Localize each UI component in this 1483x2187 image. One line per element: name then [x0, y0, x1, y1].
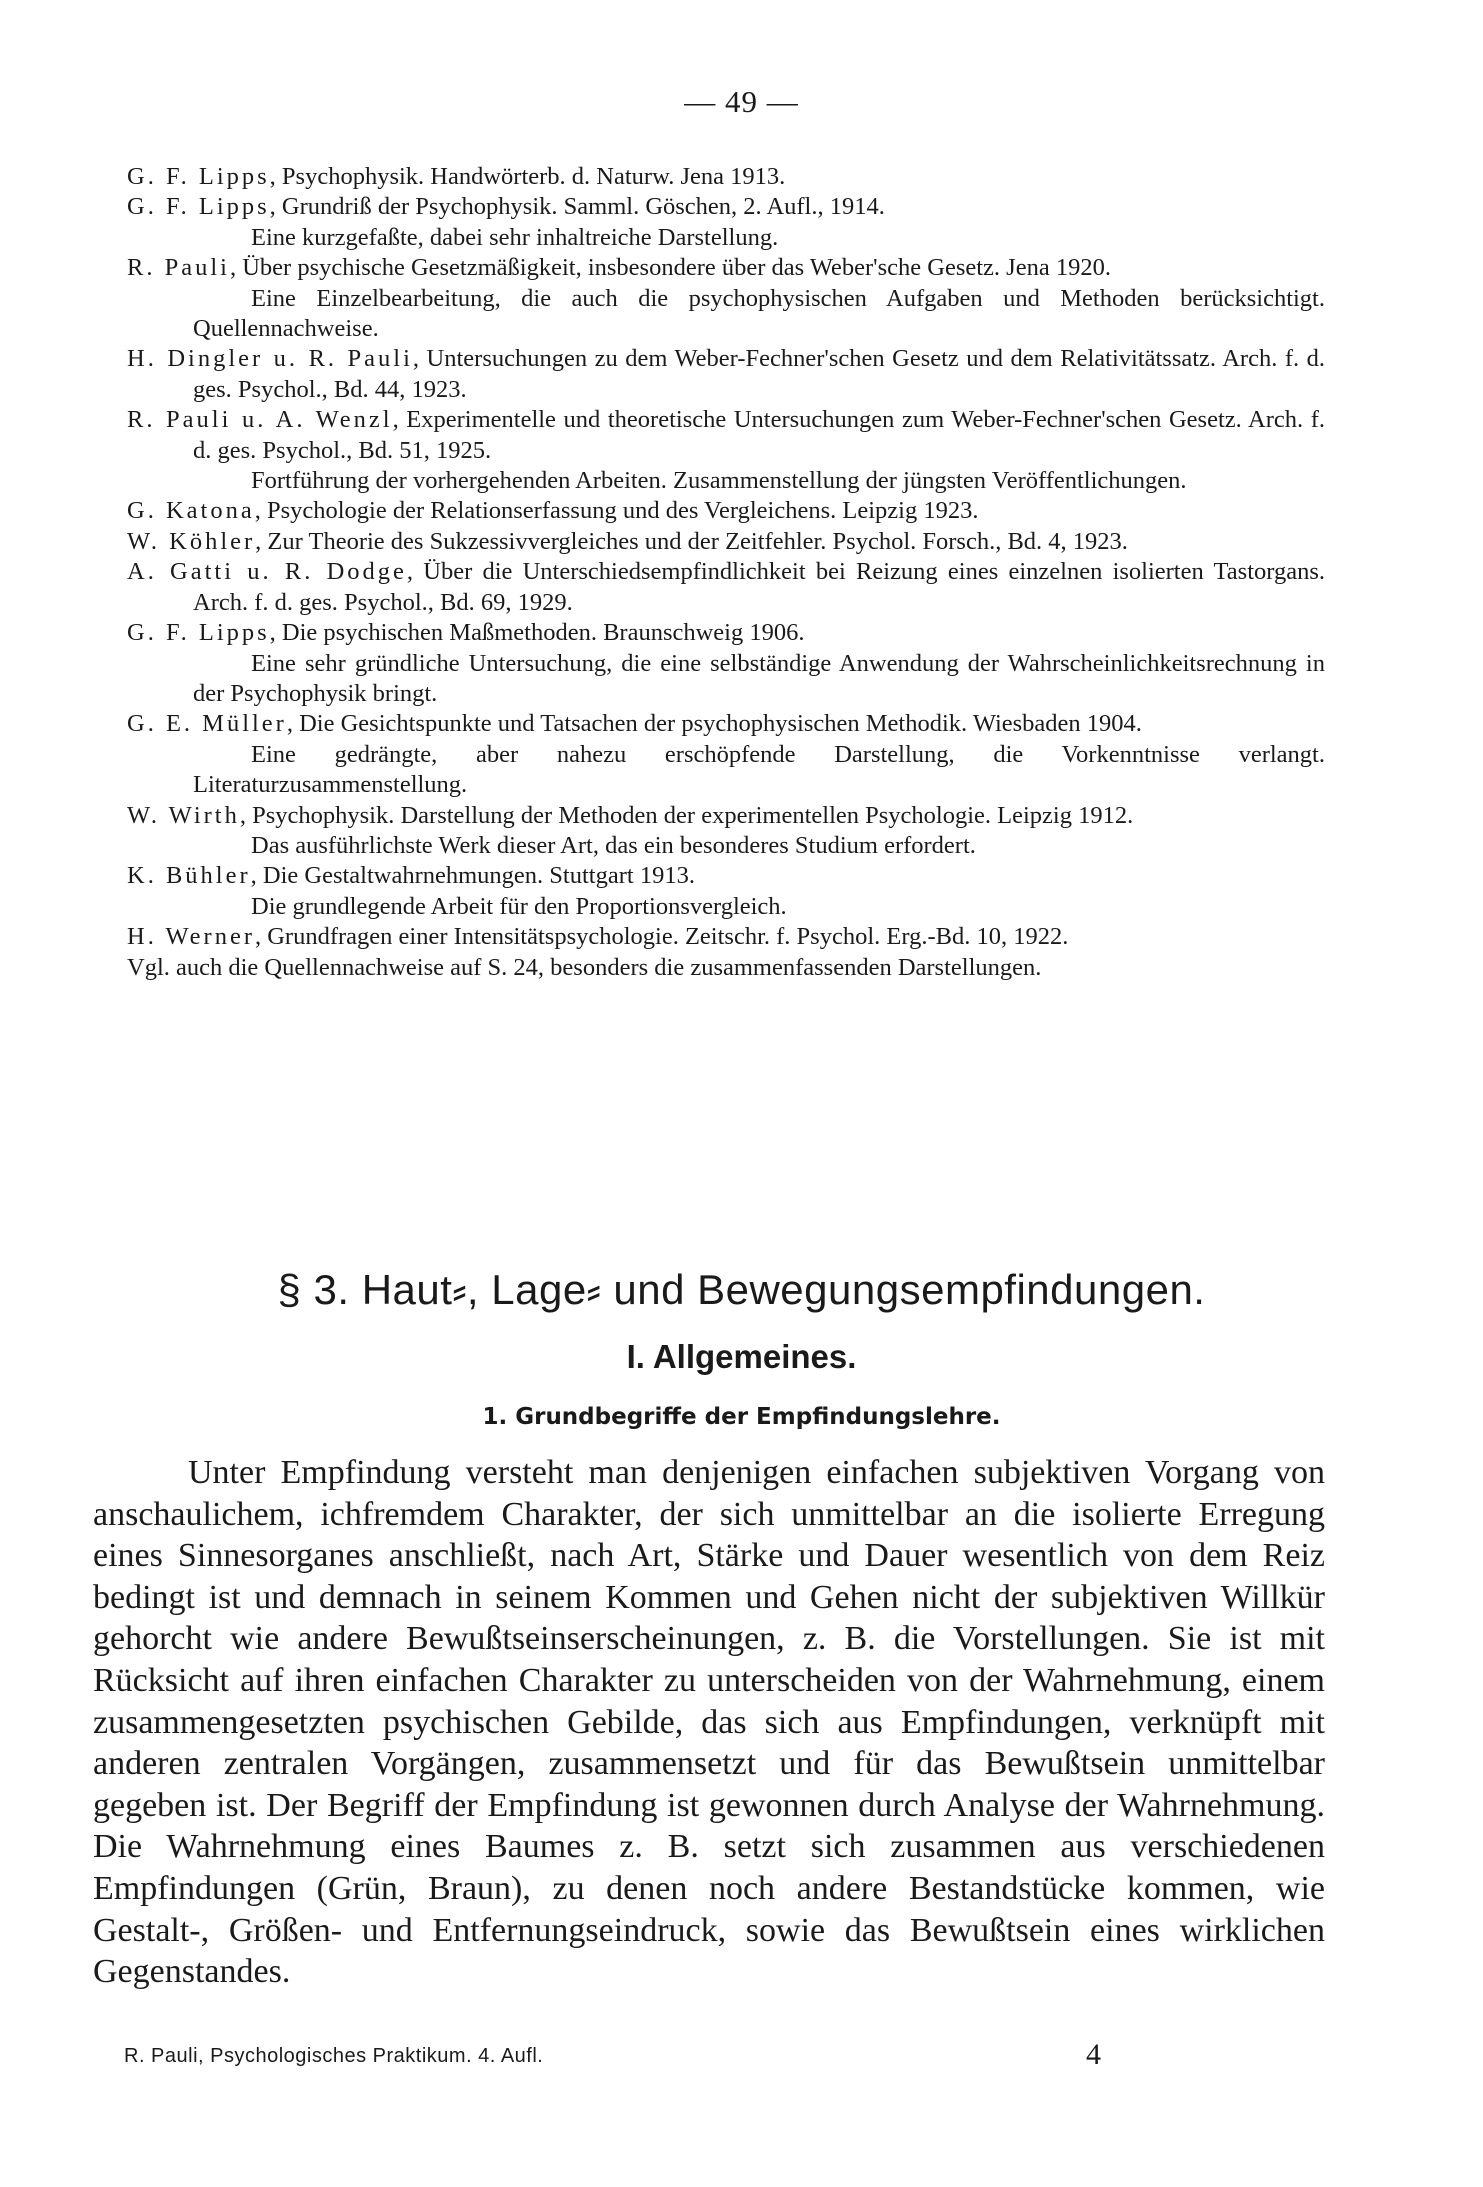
reference-item: [127, 162, 1325, 192]
section-title: § 3. Haut⸗, Lage⸗ und Bewegungsempfindungen.: [277, 1266, 1206, 1313]
reference-author: W. Wirth: [127, 801, 240, 829]
reference-author: R. Pauli u. A. Wenzl: [127, 406, 393, 434]
body-paragraph: Unter Empfindung versteht man denjenigen einfachen subjektiven Vorgang von anschaulichem, ichfremdem Charakter, der sich unmittelbar an die isolierte Erregung eines Sinnesorganes anschließt, nach Art, Stärke und Dauer wesentlich von dem Reiz bedingt ist und demnach in seinem Kommen und Gehen nicht der subjektiven Willkür gehorcht wie andere Bewußtseinserscheinungen, z. B. die Vorstellungen. Sie ist mit Rücksicht auf ihren einfachen Charakter zu unterscheiden von der Wahrnehmung, einem zusammengesetzten psychischen Gebilde, das sich aus Empfindungen, verknüpft mit anderen zentralen Vorgängen, zusammensetzt und für das Bewußtsein unmittelbar gegeben ist. Der Begriff der Empfindung ist gewonnen durch Analyse der Wahrnehmung. Die Wahrnehmung eines Baumes z. B. setzt sich zusammen aus verschiedenen Empfindungen (Grün, Braun), zu denen noch andere Bestandstücke kommen, wie Gestalt-, Größen- und Entfernungseindruck, sowie das Bewußtsein eines wirklichen Gegenstandes.: [93, 1454, 1325, 1991]
reference-item: [127, 709, 1325, 800]
reference-item: [127, 861, 1325, 922]
reference-item: [127, 192, 1325, 253]
reference-item: [127, 344, 1325, 405]
reference-author: H. Dingler u. R. Pauli: [127, 345, 413, 373]
reference-text: , Grundfragen einer Intensitätspsychologie. Zeitschr. f. Psychol. Erg.-Bd. 10, 1922.: [254, 923, 1069, 951]
reference-author: R. Pauli: [127, 254, 230, 282]
subsubsection-title: 1. Grundbegriffe der Empfindungslehre.: [482, 1404, 1001, 1430]
reference-description: Fortführung der vorhergehenden Arbeiten. Zusammenstellung der jüngsten Veröffentlichungen.: [251, 467, 1187, 495]
page-number: — 49 —: [684, 84, 799, 119]
reference-author: G. F. Lipps: [127, 619, 270, 647]
reference-text: , Die Gesichtspunkte und Tatsachen der psychophysischen Methodik. Wiesbaden 1904.: [286, 710, 1142, 738]
reference-text: , Psychophysik. Darstellung der Methoden der experimentellen Psychologie. Leipzig 1912.: [239, 801, 1134, 829]
reference-item: [127, 405, 1325, 496]
reference-text: , Untersuchungen zu dem Weber-Fechner'schen Gesetz und dem Relativitätssatz. Arch. f. d. ges. Psychol., Bd. 44, 1923.: [193, 345, 1325, 403]
reference-item: [127, 253, 1325, 344]
reference-description: Die grundlegende Arbeit für den Proportionsvergleich.: [251, 892, 787, 920]
reference-author: W. Köhler: [127, 527, 256, 555]
reference-author: G. E. Müller: [127, 710, 287, 738]
reference-description: Das ausführlichste Werk dieser Art, das ein besonderes Studium erfordert.: [251, 831, 976, 859]
reference-description: Eine kurzgefaßte, dabei sehr inhaltreiche Darstellung.: [251, 223, 779, 251]
reference-text: , Die Gestaltwahrnehmungen. Stuttgart 1913.: [250, 862, 695, 890]
subsection-title: I. Allgemeines.: [626, 1338, 857, 1375]
reference-text: , Experimentelle und theoretische Untersuchungen zum Weber-Fechner'schen Gesetz. Arch. f. d. ges. Psychol., Bd. 51, 1925.: [193, 406, 1325, 464]
footer-sheet-number: 4: [1086, 2038, 1101, 2071]
reference-author: H. Werner: [127, 923, 255, 951]
reference-list: [127, 162, 1325, 983]
reference-item: [127, 496, 1325, 526]
reference-description: Eine gedrängte, aber nahezu erschöpfende Darstellung, die Vorkenntnisse verlangt. Literaturzusammenstellung.: [193, 740, 1325, 799]
reference-text: , Psychophysik. Handwörterb. d. Naturw. Jena 1913.: [269, 163, 786, 190]
reference-author: K. Bühler: [127, 862, 251, 890]
reference-text: , Über psychische Gesetzmäßigkeit, insbesondere über das Weber'sche Gesetz. Jena 1920.: [229, 254, 1111, 282]
reference-item: [127, 527, 1325, 557]
reference-text: , Psychologie der Relationserfassung und des Vergleichens. Leipzig 1923.: [254, 497, 979, 525]
footer-signature: R. Pauli, Psychologisches Praktikum. 4. Aufl.: [124, 2045, 544, 2067]
reference-description: Eine Einzelbearbeitung, die auch die psychophysischen Aufgaben und Methoden berücksichtigt. Quellennachweise.: [193, 284, 1325, 343]
reference-author: G. F. Lipps: [127, 193, 270, 221]
reference-author: G. Katona: [127, 497, 255, 525]
reference-item: [127, 801, 1325, 862]
reference-text: , Über die Unterschiedsempfindlichkeit bei Reizung eines einzelnen isolierten Tastorgans. Arch. f. d. ges. Psychol., Bd. 69, 1929.: [193, 558, 1325, 616]
reference-text: , Die psychischen Maßmethoden. Braunschweig 1906.: [269, 619, 805, 647]
reference-item: [127, 922, 1325, 952]
closing-note: Vgl. auch die Quellennachweise auf S. 24, besonders die zusammenfassenden Darstellungen.: [127, 953, 1042, 981]
reference-author: A. Gatti u. R. Dodge: [127, 558, 407, 586]
reference-description: Eine sehr gründliche Untersuchung, die eine selbständige Anwendung der Wahrscheinlichkeitsrechnung in der Psychophysik bringt.: [193, 649, 1325, 707]
reference-text: , Zur Theorie des Sukzessivvergleiches und der Zeitfehler. Psychol. Forsch., Bd. 4, 1923.: [255, 527, 1128, 555]
reference-author: G. F. Lipps: [127, 163, 270, 190]
reference-item: [127, 618, 1325, 709]
reference-text: , Grundriß der Psychophysik. Samml. Göschen, 2. Aufl., 1914.: [269, 193, 885, 221]
reference-item: [127, 557, 1325, 618]
